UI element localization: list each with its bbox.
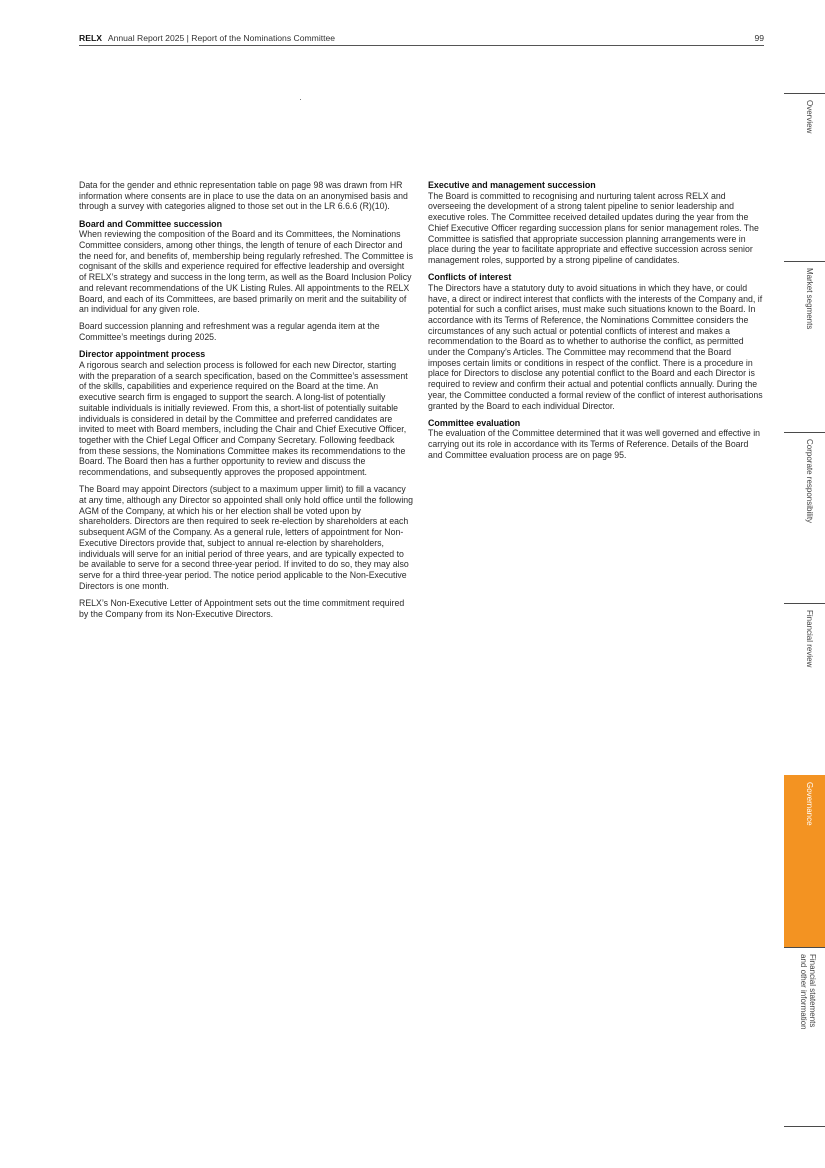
tab-label-corporate-responsibility: Corporate responsibility (805, 439, 814, 524)
tab-label-overview: Overview (805, 100, 814, 134)
director-appointment-paragraph-2: The Board may appoint Directors (subject to a maximum upper limit) to fill a vacancy at any time, although any Director so appointed shall only hold office until the following AGM of the Company, at which his or her election shall be voted upon by shareholders. Directors are then required to seek re-election by shareholders at each subsequent AGM of the Company. As a general rule, letters of appointment for Non-Executive Directors provide that, subject to annual re-election by shareholders, individuals will serve for an initial period of three years, and are typically expected to be available to serve for a second three-year period. If invited to do so, they may also serve for a third three-year period. The notice period applicable to the Non-Executive Directors is one month. (79, 484, 413, 591)
executive-succession-paragraph: The Board is committed to recognising and nurturing talent across RELX and overseeing the development of a strong talent pipeline to senior leadership and executive roles. The Committee received detailed updates during the year from the Chief Executive Officer regarding succession plans for senior management roles. The Committee is satisfied that appropriate succession planning arrangements were in place during the year to facilitate appropriate and effective succession across senior management roles, supported by a strong pipeline of candidates. (428, 190, 759, 265)
evaluation-section (428, 418, 764, 461)
right-column (428, 180, 764, 467)
executive-succession-heading: Executive and management succession (428, 180, 596, 190)
tab-corporate-responsibility[interactable] (784, 432, 825, 604)
board-succession-heading: Board and Committee succession (79, 218, 223, 229)
left-column (79, 180, 413, 626)
board-succession-section (79, 219, 413, 343)
stray-mark (300, 99, 301, 100)
tab-financial-statements[interactable] (784, 947, 825, 1127)
tab-financial-review[interactable] (784, 603, 825, 776)
section-tabs (784, 93, 825, 1127)
intro-paragraph: Data for the gender and ethnic representation table on page 98 was drawn from HR information where consents are in place to use the data on an anonymised basis and through a survey with categories aligned to those set out in the LR 6.6.6 (R)(10). (79, 180, 408, 212)
board-succession-paragraph-2: Board succession planning and refreshment was a regular agenda item at the Committee’s meetings during 2025. (79, 321, 380, 343)
header-rule (79, 45, 764, 46)
conflicts-section (428, 272, 764, 411)
evaluation-paragraph: The evaluation of the Committee determined that it was well governed and effective in carrying out its role in accordance with its Terms of Reference. Details of the Board and Committee evaluation process are on page 95. (428, 428, 761, 460)
director-appointment-heading: Director appointment process (79, 349, 206, 360)
page-number: 99 (754, 33, 764, 43)
page-header (79, 31, 764, 45)
conflicts-paragraph: The Directors have a statutory duty to avoid situations in which they have, or could have, a direct or indirect interest that conflicts with the interests of the Company and, if potential for such a conflict arises, must make such situations known to the Board. In accordance with its Terms of Reference, the Nominations Committee considers the circumstances of any such actual or potential conflicts of interest and makes a recommendation to the Board as to whether to authorise the conflict, as permitted under the Company’s Articles. The Committee may recommend that the Board imposes certain limits or conditions in respect of the conflict. There is a procedure in place for Directors to disclose any potential conflict to the Board and each Director is required to review and confirm their actual and potential conflicts annually. During the year, the Committee conducted a formal review of the conflict of interest authorisations granted by the Board to each individual Director. (428, 282, 763, 411)
tab-overview[interactable] (784, 93, 825, 262)
executive-succession-section (428, 180, 764, 266)
header-title: Annual Report 2025 | Report of the Nominations Committee (107, 33, 336, 43)
evaluation-heading: Committee evaluation (428, 417, 521, 428)
tab-label-financial-review: Financial review (805, 610, 814, 668)
tab-governance[interactable] (784, 775, 825, 948)
tab-label-governance: Governance (805, 782, 814, 826)
brand-name: RELX (79, 33, 102, 43)
tab-label-financial-statements: Financial statements and other information (799, 954, 817, 1030)
director-appointment-paragraph-1: A rigorous search and selection process is followed for each new Director, starting with the preparation of a search specification, based on the Committee’s assessment of the skills, capabilities and experience required on the Board at the time. An executive search firm is engaged to support the search. A long-list of potentially suitable individuals is initially reviewed. From this, a short-list of potentially suitable individuals is considered in detail by the Committee and preferred candidates are invited to meet with Board members, including the Chair and Chief Executive Officer, together with the Chief Legal Officer and Company Secretary. Following feedback from these sessions, the Nominations Committee makes its recommendations to the Board. The Board then has a further opportunity to review and discuss the recommendations, and subsequently approves the proposed appointment. (79, 360, 408, 478)
director-appointment-paragraph-3: RELX’s Non-Executive Letter of Appointment sets out the time commitment required by the Company from its Non-Executive Directors. (79, 597, 405, 619)
tab-label-market-segments: Market segments (805, 268, 814, 330)
director-appointment-section (79, 349, 413, 619)
conflicts-heading: Conflicts of interest (428, 272, 512, 283)
tab-market-segments[interactable] (784, 261, 825, 433)
board-succession-paragraph-1: When reviewing the composition of the Board and its Committees, the Nominations Committee considers, among other things, the length of tenure of each Director and the need for, and benefits of, membership being regularly refreshed. The Committee is cognisant of the skills and experience required for effective leadership and oversight of RELX’s strategy and success in the long term, as well as the Board Inclusion Policy and relevant recommendations of the UK Listing Rules. All appointments to the RELX Board, and each of its Committees, are based primarily on merit and the suitability of an individual for any given role. (79, 229, 413, 315)
